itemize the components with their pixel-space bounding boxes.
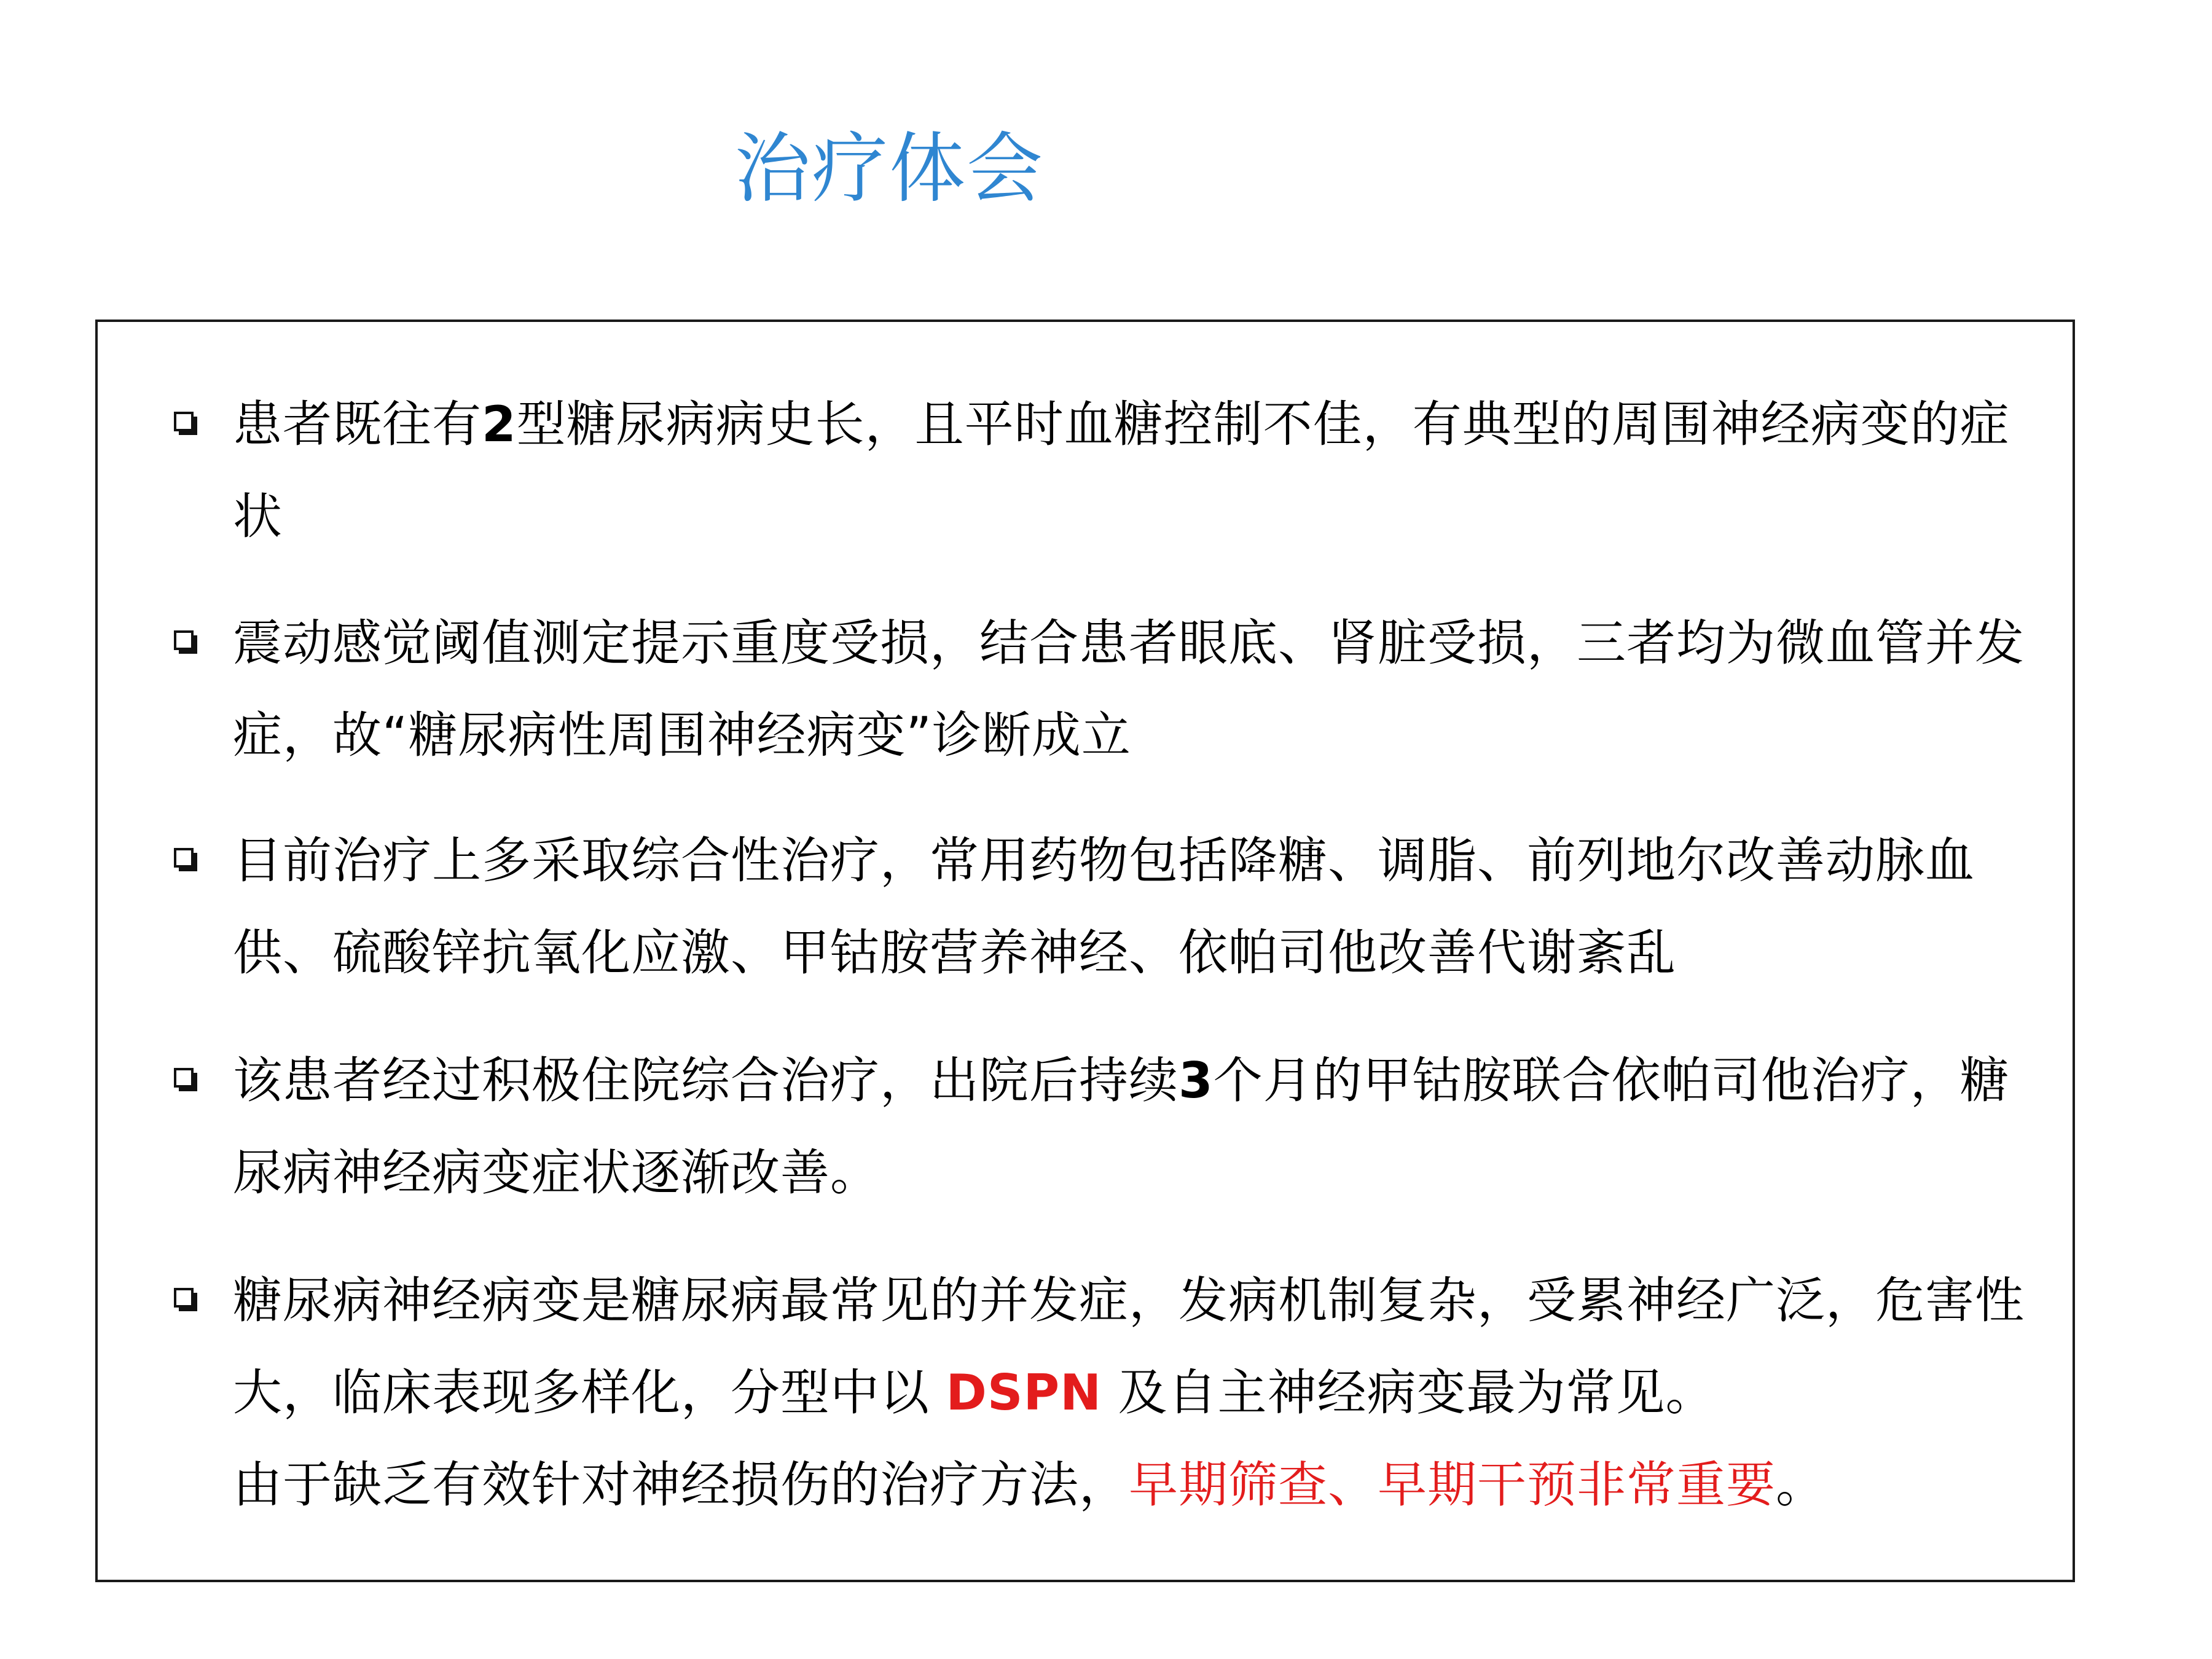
bullet-text: 由于缺乏有效针对神经损伤的治疗方法， <box>233 1456 1129 1513</box>
bullet-text: 个月的甲钴胺联合依帕司他治疗，糖尿病神经病变症状逐渐改善。 <box>233 1052 2010 1201</box>
bullet-text: 。 <box>1776 1456 1826 1513</box>
bullet-text: 患者既往有 <box>233 396 482 453</box>
bullet-item <box>233 597 2052 782</box>
bullet-text: 糖尿病神经病变是糖尿病最常见的并发症，发病机制复杂，受累神经广泛，危害性大，临床表现多样化，分型中以 <box>233 1272 2025 1421</box>
dspn-highlight: DSPN <box>946 1364 1102 1421</box>
bullet-text: 目前治疗上多采取综合性治疗，常用药物包括降糖、调脂、前列地尔改善动脉血供、硫酸锌抗氧化应激、甲钴胺营养神经、依帕司他改善代谢紊乱 <box>233 832 1975 981</box>
bullet-item <box>233 815 2052 999</box>
bullet-text: 震动感觉阈值测定提示重度受损，结合患者眼底、肾脏受损，三者均为微血管并发症，故“糖尿病性周围神经病变”诊断成立 <box>233 614 2025 764</box>
bullet-text: 该患者经过积极住院综合治疗，出院后持续 <box>233 1052 1179 1109</box>
square-bullet-icon <box>174 848 194 868</box>
square-bullet-icon <box>174 630 194 650</box>
bullet-list <box>98 322 2073 1580</box>
emphasis-text: 早期筛查、早期干预非常重要 <box>1129 1456 1776 1513</box>
bullet-text: 及自主神经病变最为常见。 <box>1102 1364 1716 1421</box>
page-title: 治疗体会 <box>734 125 1045 213</box>
bullet-item <box>233 1255 2052 1531</box>
bullet-item <box>233 378 2052 563</box>
square-bullet-icon <box>174 1288 194 1308</box>
bullet-item <box>233 1035 2052 1219</box>
bullet-number: 2 <box>482 396 517 453</box>
square-bullet-icon <box>174 412 194 431</box>
bullet-text: 型糖尿病病史长，且平时血糖控制不佳，有典型的周围神经病变的症状 <box>233 396 2010 545</box>
content-box <box>95 320 2075 1582</box>
bullet-number: 3 <box>1179 1052 1214 1109</box>
square-bullet-icon <box>174 1068 194 1088</box>
